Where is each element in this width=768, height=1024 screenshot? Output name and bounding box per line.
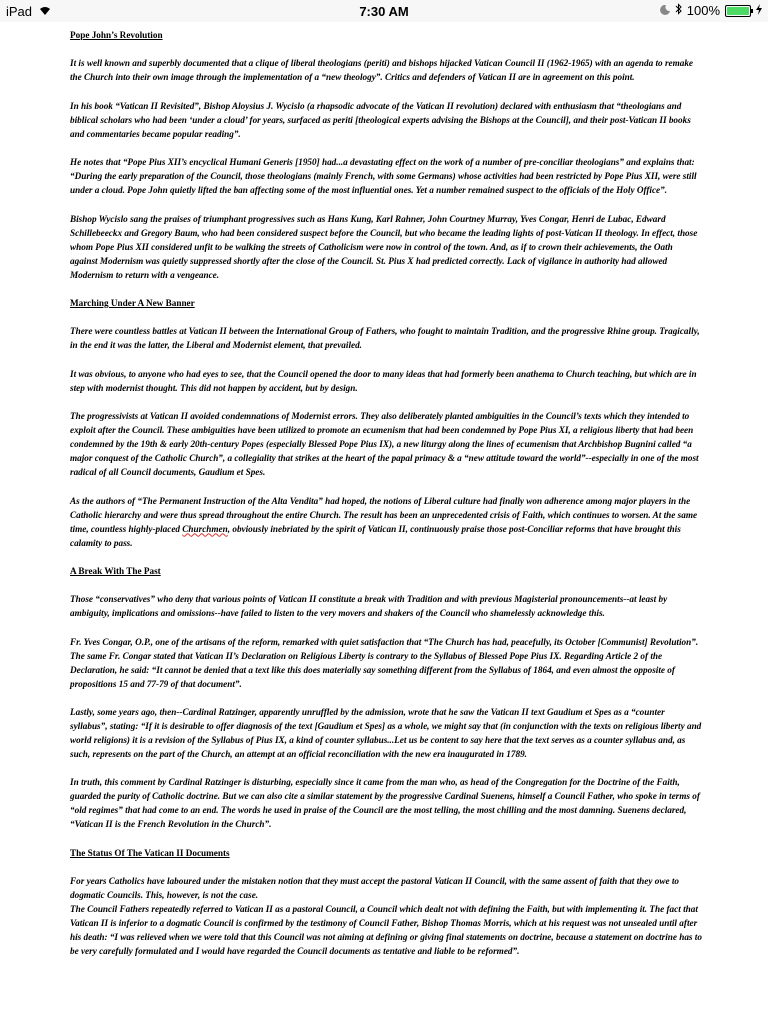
paragraph: Lastly, some years ago, then--Cardinal Ratzinger, apparently unruffled by the admission, wrote that he saw the Vatican II text Gaudium et Spes as a “counter syllabus”, stating: “If it is desirable to offer diagnosis of the text [Gaudium et Spes] as a whole, we might say that (in conjunction with the texts on religious liberty and world religions) it is a revision of the Syllabus of Pius IX, a kind of counter syllabus...Let us be content to say here that the text serves as a counter syllabus and, as such, represents on the part of the Church, an attempt at an official reconciliation with the new era inaugurated in 1789. xyxy=(70,707,702,760)
battery-tip xyxy=(751,9,753,13)
battery-icon xyxy=(725,5,751,17)
paragraph: In his book “Vatican II Revisited”, Bishop Aloysius J. Wycislo (a rhapsodic advocate of the Vatican II revolution) declared with enthusiasm that “theologians and biblical scholars who had been ‘under a cloud’ for years, surfaced as periti [theological experts advising the Bishops at the Council], and their post-Vatican II books and commentaries became popular reading”. xyxy=(70,100,691,139)
moon-icon xyxy=(660,3,670,18)
section-heading: A Break With The Past xyxy=(70,565,161,576)
document-body xyxy=(70,28,702,973)
paragraph: He notes that “Pope Pius XII’s encyclical Humani Generis [1950] had...a devastating effect on the work of a number of pre-conciliar theologians” and explains that: “During the early preparation of the Council, those theologians (mainly French, with some Germans) whose activities had been restricted by Pope Pius XII, were still under a cloud. Pope John quietly lifted the ban affecting some of the most influential ones. Yet a number remained suspect to the officials of the Holy Office”. xyxy=(70,157,697,196)
status-time: 7:30 AM xyxy=(359,4,409,19)
paragraph: It was obvious, to anyone who had eyes to see, that the Council opened the door to many ideas that had formerly been anathema to Church teaching, but which are in step with modernist thought. This did not happen by accident, but by design. xyxy=(70,368,697,393)
paragraph: Fr. Yves Congar, O.P., one of the artisans of the reform, remarked with quiet satisfaction that “The Church has had, peacefully, its October [Communist] Revolution”. The same Fr. Congar stated that Vatican II’s Declaration on Religious Liberty is contrary to the Syllabus of Blessed Pope Pius IX. Regarding Article 2 of the Declaration, he said: “It cannot be denied that a text like this does materially say something different from the Syllabus of 1864, and even almost the opposite of propositions 15 and 77-79 of that document”. xyxy=(70,636,699,689)
text-run: As the authors of “The Permanent Instruction of the Alta Vendita” had hoped, the notions of Liberal culture had finally won adherence among major players in the Catholic hierarchy and were thus spread throughout the entire Church. The result has been an unprecedented crisis of Faith, which continues to worsen. At the same time, countless highly-placed xyxy=(70,495,698,534)
paragraph: The progressivists at Vatican II avoided condemnations of Modernist errors. They also deliberately planted ambiguities in the Council’s texts which they intended to exploit after the Council. These ambiguities have been utilized to promote an ecumenism that had been condemned by Pope Pius XI, a religious liberty that had been condemned by the 19th & early 20th-century Popes (especially Blessed Pope Pius IX), a new liturgy along the lines of ecumenism that Archbishop Bugnini called “a major conquest of the Catholic Church”, a collegiality that strikes at the heart of the papal primacy & a “new attitude toward the world”--especially in one of the most radical of all Council documents, Gaudium et Spes. xyxy=(70,411,699,478)
status-bar xyxy=(0,0,768,22)
bluetooth-icon xyxy=(675,3,682,18)
spellcheck-word[interactable]: Churchmen xyxy=(182,523,228,534)
battery-percent: 100% xyxy=(686,3,720,18)
paragraph xyxy=(70,494,702,550)
paragraph: It is well known and superbly documented that a clique of liberal theologians (periti) and bishops hijacked Vatican Council II (1962-1965) with an agenda to remake the Church into their own image through the implementation of a “new theology”. Critics and defenders of Vatican II are in agreement on this point. xyxy=(70,58,694,83)
charging-icon xyxy=(756,3,762,18)
paragraph: Those “conservatives” who deny that various points of Vatican II constitute a break with Tradition and with previous Magisterial pronouncements--at least by ambiguity, implications and omissions--have failed to listen to the very movers and shakers of the Council who shamelessly acknowledge this. xyxy=(70,594,668,619)
battery-fill xyxy=(727,7,749,15)
status-bar-right xyxy=(660,3,762,18)
paragraph: The Council Fathers repeatedly referred to Vatican II as a pastoral Council, a Council which dealt not with defining the Faith, but with implementing it. The fact that Vatican II is inferior to a dogmatic Council is confirmed by the testimony of Council Father, Bishop Thomas Morris, which at his request was not unsealed until after his death: “I was relieved when we were told that this Council was not aiming at defining or giving final statements on doctrine, because a statement on doctrine has to be very carefully formulated and I would have regarded the Council documents as tentative and liable to be reformed”. xyxy=(70,904,702,957)
device-name: iPad xyxy=(6,4,33,19)
paragraph: For years Catholics have laboured under the mistaken notion that they must accept the pastoral Vatican II Council, with the same assent of faith that they owe to dogmatic Councils. This, however, is not the case. xyxy=(70,876,679,901)
section-heading: Pope John’s Revolution xyxy=(70,30,163,40)
paragraph: In truth, this comment by Cardinal Ratzinger is disturbing, especially since it came from the man who, as head of the Congregation for the Doctrine of the Faith, guarded the purity of Catholic doctrine. But we can also cite a similar statement by the progressive Cardinal Suenens, himself a Council Father, who spoke in terms of “old regimes” that had come to an end. The words he used in praise of the Council are the most telling, the most chilling and the most damning. Suenens declared, “Vatican II is the French Revolution in the Church”. xyxy=(70,777,700,830)
paragraph: There were countless battles at Vatican II between the International Group of Fathers, who fought to maintain Tradition, and the progressive Rhine group. Tragically, in the end it was the latter, the Liberal and Modernist element, that prevailed. xyxy=(70,326,700,351)
section-heading: The Status Of The Vatican II Documents xyxy=(70,847,230,858)
section-heading: Marching Under A New Banner xyxy=(70,297,195,308)
paragraph: Bishop Wycislo sang the praises of triumphant progressives such as Hans Kung, Karl Rahner, John Courtney Murray, Yves Congar, Henri de Lubac, Edward Schillebeeckx and Gregory Baum, who had been considered suspect before the Council, but who became the leading lights of post-Vatican II theology. In effect, those whom Pope Pius XII considered unfit to be walking the streets of Catholicism were now in control of the town. And, as if to crown their achievements, the Oath against Modernism was quietly suppressed shortly after the close of the Council. St. Pius X had predicted correctly. Lack of vigilance in authority had allowed Modernism to return with a vengeance. xyxy=(70,213,698,280)
text-run: , obviously inebriated by the spirit of Vatican II, continuously praise those post-Conciliar reforms that have brought this calamity to pass. xyxy=(70,523,681,548)
